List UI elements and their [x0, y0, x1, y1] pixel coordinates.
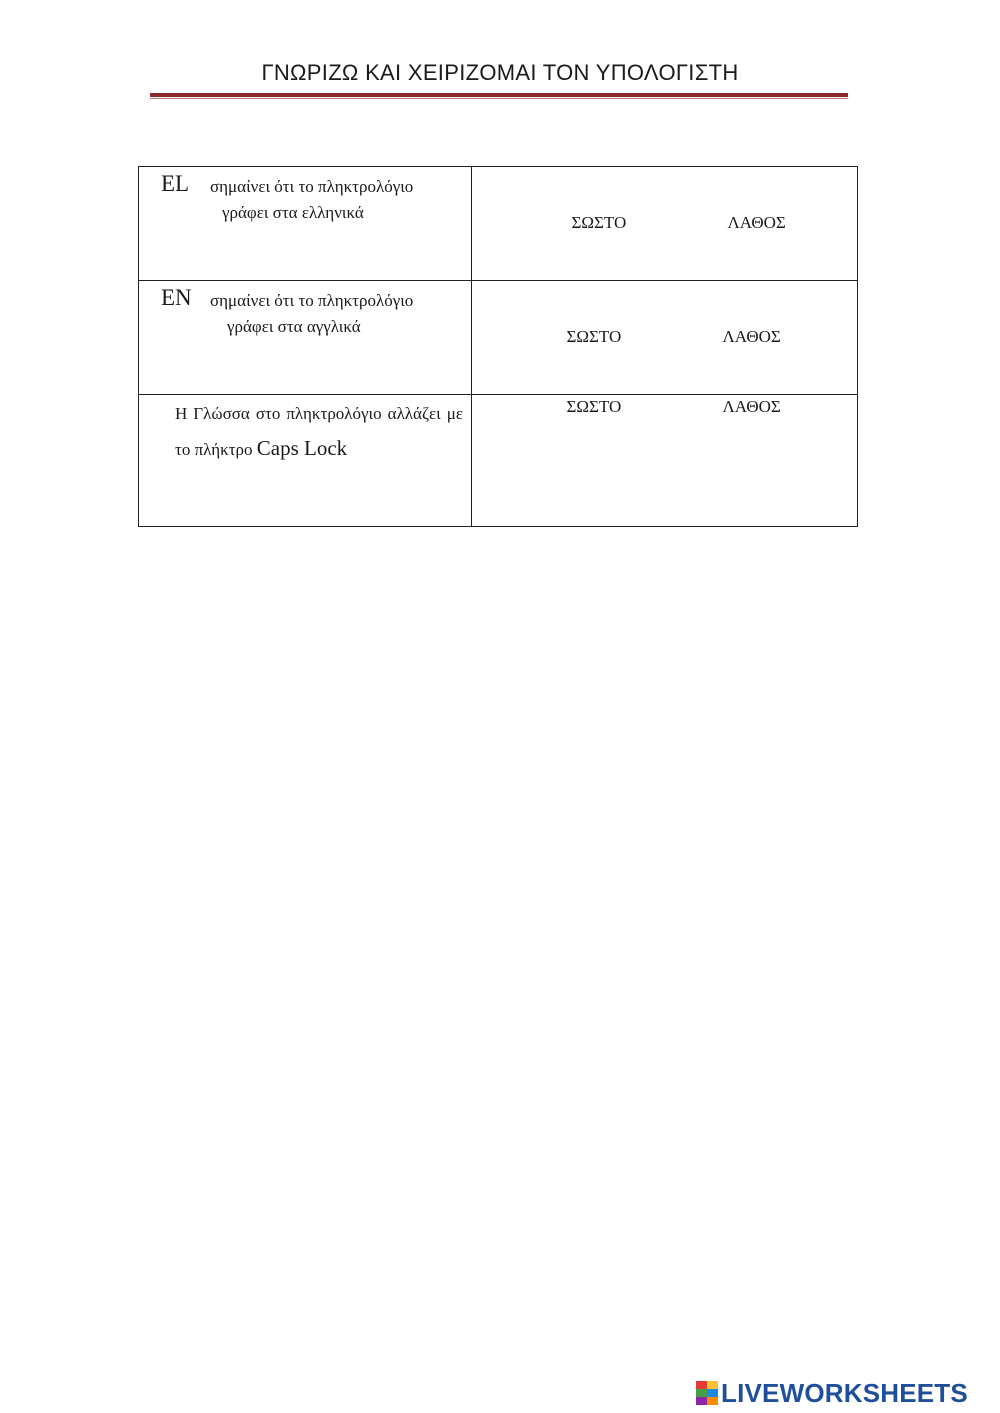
false-option[interactable]: ΛΑΘΟΣ	[722, 327, 781, 346]
true-option[interactable]: ΣΩΣΤΟ	[566, 327, 622, 346]
question-row-3	[139, 395, 858, 527]
statement-line-2: γράφει στα αγγλικά	[227, 317, 361, 336]
statement-cell	[139, 167, 472, 281]
true-option[interactable]: ΣΩΣΤΟ	[566, 397, 622, 416]
true-false-table	[138, 166, 858, 527]
false-option[interactable]: ΛΑΘΟΣ	[727, 213, 786, 232]
language-code: EN	[161, 285, 192, 310]
statement-text	[175, 397, 463, 467]
key-name: Caps Lock	[256, 436, 348, 460]
statement-line-2: γράφει στα ελληνικά	[222, 203, 364, 222]
statement-line-1: σημαίνει ότι το πληκτρολόγιο	[210, 291, 414, 310]
header-divider-thin	[150, 98, 848, 99]
question-row-1	[139, 167, 858, 281]
statement-cell	[139, 395, 472, 527]
liveworksheets-logo	[696, 1377, 968, 1408]
answer-cell	[472, 395, 858, 527]
statement-line-1: σημαίνει ότι το πληκτρολόγιο	[210, 177, 414, 196]
answer-cell	[472, 281, 858, 395]
answer-cell	[472, 167, 858, 281]
header-divider	[150, 93, 848, 97]
statement-cell	[139, 281, 472, 395]
liveworksheets-logo-icon	[696, 1381, 718, 1405]
false-option[interactable]: ΛΑΘΟΣ	[722, 397, 781, 416]
statement-body: Η Γλώσσα στο πληκτρολόγιο αλλάζει με το πλήκτρο	[175, 404, 463, 459]
logo-text: LIVEWORKSHEETS	[721, 1377, 968, 1408]
true-option[interactable]: ΣΩΣΤΟ	[571, 213, 627, 232]
question-row-2	[139, 281, 858, 395]
page-title: ΓΝΩΡΙΖΩ ΚΑΙ ΧΕΙΡΙΖΟΜΑΙ ΤΟΝ ΥΠΟΛΟΓΙΣΤΗ	[261, 60, 739, 85]
language-code: EL	[161, 171, 190, 196]
